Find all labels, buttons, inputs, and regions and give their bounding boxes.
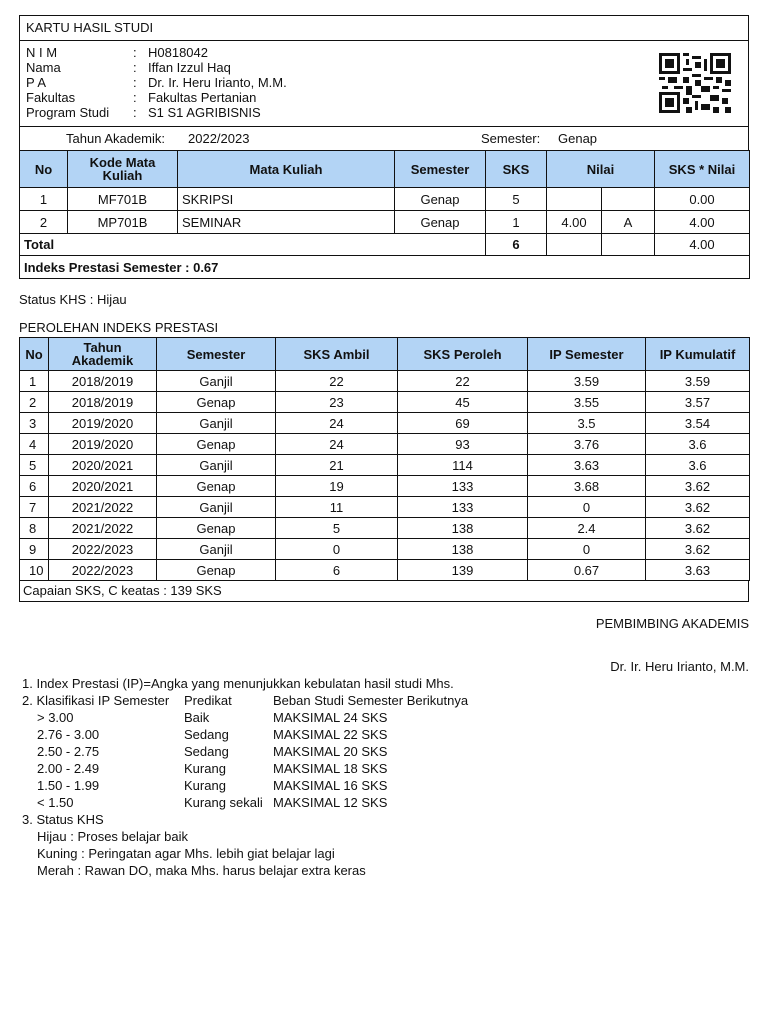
col-ip-kumulatif: IP Kumulatif — [646, 338, 750, 371]
student-field-label: Nama — [26, 60, 61, 75]
cell: 3.57 — [646, 392, 750, 413]
cell: 3.6 — [646, 455, 750, 476]
cell: 0 — [528, 497, 646, 518]
cell: 1 — [20, 371, 49, 392]
cell: Genap — [395, 188, 486, 211]
cell: 133 — [398, 497, 528, 518]
cell: MF701B — [68, 188, 178, 211]
cell: 5 — [486, 188, 547, 211]
cell: 2021/2022 — [49, 497, 157, 518]
tahun-value: 2022/2023 — [188, 131, 250, 146]
cell: 2020/2021 — [49, 476, 157, 497]
courses-table — [19, 150, 750, 279]
col-predikat-header: Predikat — [184, 693, 232, 708]
cell: 2.4 — [528, 518, 646, 539]
ip-range: 1.50 - 1.99 — [37, 778, 100, 793]
total-row — [20, 234, 750, 256]
col-no: No — [20, 338, 49, 371]
ip-beban: MAKSIMAL 20 SKS — [273, 744, 388, 759]
col-semester: Semester — [395, 151, 486, 188]
cell: 69 — [398, 413, 528, 434]
total-sks-nilai: 4.00 — [655, 234, 750, 256]
note-1: 1. Index Prestasi (IP)=Angka yang menunjukkan kebulatan hasil studi Mhs. — [22, 676, 454, 691]
cell: 10 — [20, 560, 49, 581]
col-kode: Kode Mata Kuliah — [68, 151, 178, 188]
cell: Genap — [157, 518, 276, 539]
ip-predikat: Baik — [184, 710, 210, 725]
cell: 3.6 — [646, 434, 750, 455]
cell: SKRIPSI — [178, 188, 395, 211]
col-tahun: Tahun Akademik — [49, 338, 157, 371]
cell: 11 — [276, 497, 398, 518]
status-legend-item: Hijau : Proses belajar baik — [37, 829, 189, 844]
student-field-label: Program Studi — [26, 105, 110, 120]
cell: 3.62 — [646, 518, 750, 539]
cell: 133 — [398, 476, 528, 497]
semester-label: Semester: — [481, 131, 541, 146]
cell: 5 — [20, 455, 49, 476]
ip-predikat: Kurang — [184, 761, 226, 776]
cell: 3.62 — [646, 497, 750, 518]
cell: 2022/2023 — [49, 560, 157, 581]
status-khs: Status KHS : Hijau — [19, 292, 127, 307]
separator: : — [133, 60, 137, 75]
cell: MP701B — [68, 211, 178, 234]
table-row — [20, 188, 750, 211]
cell: 24 — [276, 434, 398, 455]
student-field-value: H0818042 — [148, 45, 208, 60]
separator: : — [133, 105, 137, 120]
cell: 2019/2020 — [49, 413, 157, 434]
cell: 5 — [276, 518, 398, 539]
cell: 45 — [398, 392, 528, 413]
ip-beban: MAKSIMAL 16 SKS — [273, 778, 388, 793]
cell: 138 — [398, 539, 528, 560]
cell: 2018/2019 — [49, 392, 157, 413]
cell: 2 — [20, 211, 68, 234]
capaian-sks: Capaian SKS, C keatas : 139 SKS — [23, 583, 222, 598]
table-row — [20, 560, 750, 581]
cell — [602, 188, 655, 211]
cell: 3.63 — [528, 455, 646, 476]
status-legend-item: Kuning : Peringatan agar Mhs. lebih giat belajar lagi — [37, 846, 335, 861]
table-row — [20, 497, 750, 518]
cell: 3.63 — [646, 560, 750, 581]
cell: 6 — [276, 560, 398, 581]
cell: Ganjil — [157, 413, 276, 434]
cell: 3.62 — [646, 539, 750, 560]
cell: 3.55 — [528, 392, 646, 413]
cell: Genap — [157, 476, 276, 497]
separator: : — [133, 90, 137, 105]
table-row — [20, 539, 750, 560]
student-field-value: S1 S1 AGRIBISNIS — [148, 105, 261, 120]
cell: Genap — [157, 392, 276, 413]
signature-role: PEMBIMBING AKADEMIS — [595, 616, 749, 631]
ip-range: > 3.00 — [37, 710, 74, 725]
cell: 2022/2023 — [49, 539, 157, 560]
cell: 3 — [20, 413, 49, 434]
status-legend-item: Merah : Rawan DO, maka Mhs. harus belajar extra keras — [37, 863, 366, 878]
cell: Genap — [395, 211, 486, 234]
ip-predikat: Sedang — [184, 744, 229, 759]
cell: 4 — [20, 434, 49, 455]
table-row — [20, 392, 750, 413]
ip-beban: MAKSIMAL 24 SKS — [273, 710, 388, 725]
col-ip-semester: IP Semester — [528, 338, 646, 371]
col-sks-nilai: SKS * Nilai — [655, 151, 750, 188]
col-sks-ambil: SKS Ambil — [276, 338, 398, 371]
cell: 0 — [528, 539, 646, 560]
student-field-label: P A — [26, 75, 47, 90]
col-sks: SKS — [486, 151, 547, 188]
cell: 93 — [398, 434, 528, 455]
cell: 0.00 — [655, 188, 750, 211]
ips-value: Indeks Prestasi Semester : 0.67 — [20, 256, 750, 279]
semester-value: Genap — [558, 131, 598, 146]
student-field-label: N I M — [26, 45, 58, 60]
ip-predikat: Kurang — [184, 778, 226, 793]
cell: A — [602, 211, 655, 234]
ip-predikat: Kurang sekali — [184, 795, 263, 810]
academic-period-box — [19, 126, 749, 151]
cell — [602, 234, 655, 256]
cell: SEMINAR — [178, 211, 395, 234]
note-3: 3. Status KHS — [22, 812, 104, 827]
ip-range: 2.00 - 2.49 — [37, 761, 100, 776]
cell: 3.76 — [528, 434, 646, 455]
cell: 3.62 — [646, 476, 750, 497]
cell: 2018/2019 — [49, 371, 157, 392]
ip-beban: MAKSIMAL 12 SKS — [273, 795, 388, 810]
ip-predikat: Sedang — [184, 727, 229, 742]
student-info-box — [19, 40, 749, 127]
title-box — [19, 15, 749, 41]
ip-range: < 1.50 — [37, 795, 74, 810]
signature-name: Dr. Ir. Heru Irianto, M.M. — [610, 659, 749, 674]
total-sks: 6 — [486, 234, 547, 256]
ip-history-table — [19, 337, 750, 581]
table-row — [20, 211, 750, 234]
cell: 22 — [398, 371, 528, 392]
cell: Ganjil — [157, 455, 276, 476]
cell — [547, 188, 602, 211]
cell: 4.00 — [655, 211, 750, 234]
cell: 1 — [486, 211, 547, 234]
col-beban-header: Beban Studi Semester Berikutnya — [273, 693, 469, 708]
cell: 6 — [20, 476, 49, 497]
col-nilai: Nilai — [547, 151, 655, 188]
cell: 114 — [398, 455, 528, 476]
cell: 7 — [20, 497, 49, 518]
col-semester: Semester — [157, 338, 276, 371]
cell: 2021/2022 — [49, 518, 157, 539]
separator: : — [133, 75, 137, 90]
cell: 2 — [20, 392, 49, 413]
cell: 3.5 — [528, 413, 646, 434]
cell: 21 — [276, 455, 398, 476]
col-sks-peroleh: SKS Peroleh — [398, 338, 528, 371]
ip-beban: MAKSIMAL 22 SKS — [273, 727, 388, 742]
ip-beban: MAKSIMAL 18 SKS — [273, 761, 388, 776]
col-mata-kuliah: Mata Kuliah — [178, 151, 395, 188]
student-field-label: Fakultas — [26, 90, 76, 105]
table-row — [20, 455, 750, 476]
col-no: No — [20, 151, 68, 188]
ip-range: 2.50 - 2.75 — [37, 744, 100, 759]
cell: Ganjil — [157, 371, 276, 392]
cell: Genap — [157, 434, 276, 455]
cell: 24 — [276, 413, 398, 434]
table-row — [20, 434, 750, 455]
cell: 4.00 — [547, 211, 602, 234]
ip-range: 2.76 - 3.00 — [37, 727, 100, 742]
perolehan-title: PEROLEHAN INDEKS PRESTASI — [19, 320, 219, 335]
cell: 138 — [398, 518, 528, 539]
cell: 9 — [20, 539, 49, 560]
capaian-box — [19, 580, 749, 602]
total-label: Total — [20, 234, 486, 256]
page-title: KARTU HASIL STUDI — [26, 20, 154, 35]
student-field-value: Fakultas Pertanian — [148, 90, 257, 105]
student-field-value: Dr. Ir. Heru Irianto, M.M. — [148, 75, 287, 90]
tahun-label: Tahun Akademik: — [66, 131, 166, 146]
student-field-value: Iffan Izzul Haq — [148, 60, 231, 75]
table-row — [20, 476, 750, 497]
cell: 3.68 — [528, 476, 646, 497]
note-2: 2. Klasifikasi IP Semester — [22, 693, 170, 708]
cell: 23 — [276, 392, 398, 413]
cell: 2019/2020 — [49, 434, 157, 455]
separator: : — [133, 45, 137, 60]
cell: 22 — [276, 371, 398, 392]
cell: Ganjil — [157, 497, 276, 518]
cell: 139 — [398, 560, 528, 581]
cell: 3.59 — [528, 371, 646, 392]
cell: 1 — [20, 188, 68, 211]
ips-row — [20, 256, 750, 279]
table-row — [20, 371, 750, 392]
cell: 19 — [276, 476, 398, 497]
cell: Genap — [157, 560, 276, 581]
cell: 0 — [276, 539, 398, 560]
qr-code-icon — [659, 53, 731, 113]
cell: 3.59 — [646, 371, 750, 392]
cell: 3.54 — [646, 413, 750, 434]
cell: 2020/2021 — [49, 455, 157, 476]
cell: 8 — [20, 518, 49, 539]
cell: Ganjil — [157, 539, 276, 560]
cell — [547, 234, 602, 256]
cell: 0.67 — [528, 560, 646, 581]
table-row — [20, 518, 750, 539]
table-row — [20, 413, 750, 434]
